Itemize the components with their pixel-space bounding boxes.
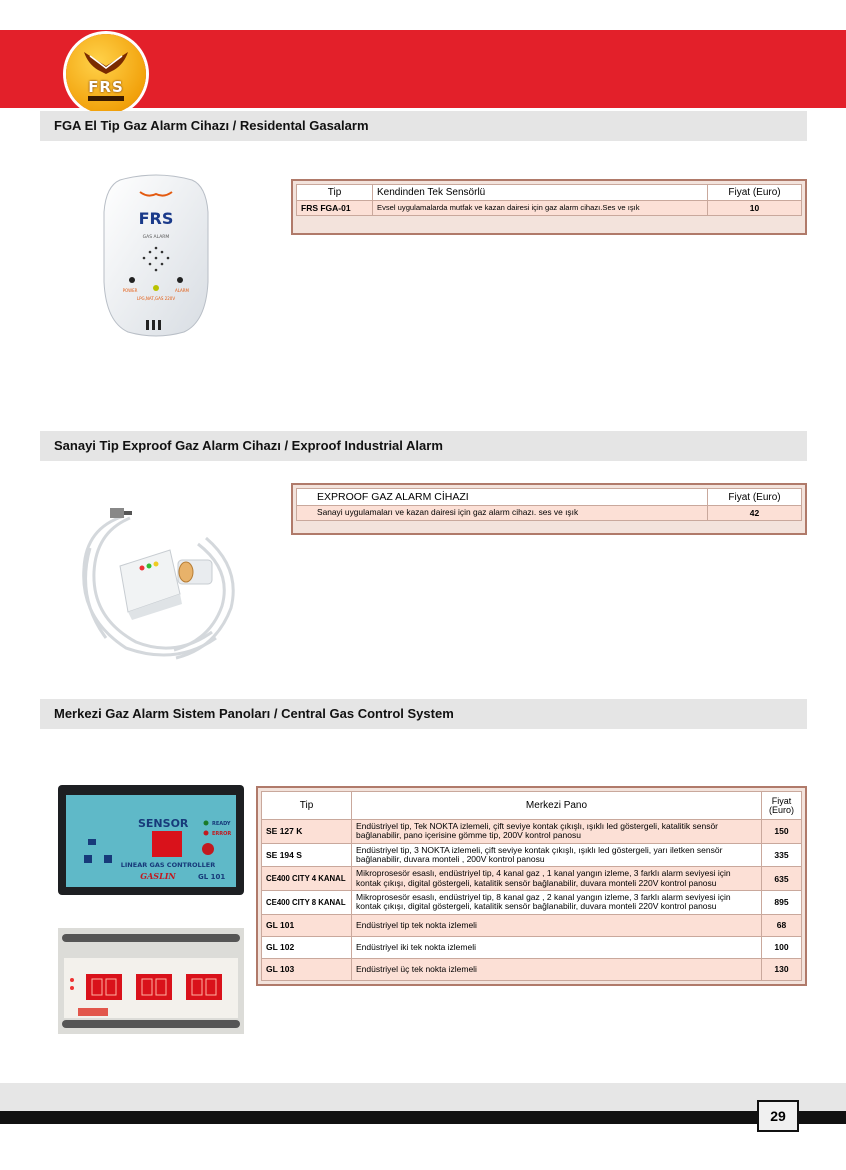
col-header-tip: Tip bbox=[297, 185, 373, 201]
central-price-table bbox=[256, 786, 807, 986]
svg-text:ERROR: ERROR bbox=[212, 831, 232, 837]
col-header-price: Fiyat (Euro) bbox=[708, 185, 802, 201]
col-header-desc: Merkezi Pano bbox=[352, 792, 762, 820]
svg-text:SENSOR: SENSOR bbox=[138, 817, 189, 830]
svg-text:LINEAR GAS CONTROLLER: LINEAR GAS CONTROLLER bbox=[120, 861, 216, 869]
section-title: Merkezi Gaz Alarm Sistem Panoları / Central Gas Control System bbox=[54, 706, 454, 721]
exproof-alarm-image bbox=[66, 508, 246, 666]
svg-text:READY: READY bbox=[212, 821, 231, 827]
cell-price: 42 bbox=[708, 506, 802, 521]
table-row: GL 102 Endüstriyel iki tek nokta izlemeli 100 bbox=[262, 936, 802, 958]
footer-rule bbox=[0, 1111, 846, 1124]
gl101-panel-image bbox=[58, 785, 244, 895]
cell-desc: Evsel uygulamalarda mutfak ve kazan dairesi için gaz alarm cihazı.Ses ve ışık bbox=[373, 201, 708, 216]
footer-band bbox=[0, 1083, 846, 1113]
col-header-price: Fiyat (Euro) bbox=[708, 489, 802, 506]
cell-tip: FRS FGA-01 bbox=[297, 201, 373, 216]
phoenix-icon bbox=[66, 34, 146, 114]
table-row: GL 101 Endüstriyel tip tek nokta izlemeli 68 bbox=[262, 914, 802, 936]
svg-text:GL 101: GL 101 bbox=[198, 873, 226, 881]
table-row: SE 194 S Endüstriyel tip, 3 NOKTA izlemeli, çift seviye kontak çıkışlı, ışıklı led göstergeli, yarı iletken sensör bağlanabilir, duvara monteli , 200V kontrol panosu 335 bbox=[262, 843, 802, 867]
residential-price-table bbox=[291, 179, 807, 235]
svg-text:GAS ALARM: GAS ALARM bbox=[142, 235, 170, 240]
table-row: GL 103 Endüstriyel üç tek nokta izlemeli 130 bbox=[262, 958, 802, 980]
svg-text:LPG,NAT,GAS 220V: LPG,NAT,GAS 220V bbox=[136, 296, 176, 301]
svg-text:POWER: POWER bbox=[122, 288, 138, 293]
ce400-panel-image bbox=[58, 928, 244, 1034]
col-header-desc: EXPROOF GAZ ALARM CİHAZI bbox=[297, 489, 708, 506]
device-brand-text: FRS bbox=[138, 209, 174, 228]
exproof-price-table bbox=[291, 483, 807, 535]
section-bar-central bbox=[40, 699, 807, 729]
table-row: CE400 CITY 4 KANAL Mikroprosesör esaslı, endüstriyel tip, 4 kanal gaz , 1 kanal yangın izleme, 3 farklı alarm seviyesi için kontak çıkışı, digital göstergeli, katalitik sensör bağlanabilir, duvara monteli 220V kontrol panosu 635 bbox=[262, 867, 802, 891]
table-row bbox=[297, 201, 802, 216]
section-bar-residential bbox=[40, 111, 807, 141]
col-header-tip: Tip bbox=[262, 792, 352, 820]
cell-desc: Sanayi uygulamaları ve kazan dairesi için gaz alarm cihazı. ses ve ışık bbox=[297, 506, 708, 521]
svg-text:ALARM: ALARM bbox=[174, 288, 190, 293]
col-header-desc: Kendinden Tek Sensörlü bbox=[373, 185, 708, 201]
table-row: CE400 CITY 8 KANAL Mikroprosesör esaslı, endüstriyel tip, 8 kanal gaz , 2 kanal yangın izleme, 3 farklı alarm seviyesi için kontak çıkışı, digital göstergeli, katalitik sensör bağlanabilir, duvara monteli 220V kontrol panosu 895 bbox=[262, 891, 802, 915]
section-title: FGA El Tip Gaz Alarm Cihazı / Residental Gasalarm bbox=[54, 118, 369, 133]
section-title: Sanayi Tip Exproof Gaz Alarm Cihazı / Exproof Industrial Alarm bbox=[54, 438, 443, 453]
table-row bbox=[297, 506, 802, 521]
logo-text: FRS bbox=[88, 78, 124, 96]
table-row: SE 127 K Endüstriyel tip, Tek NOKTA izlemeli, çift seviye kontak çıkışlı, ışıklı led göstergeli, katalitik sensör bağlanabilir, pano içerisine gömme tip, 200V kontrol panosu 150 bbox=[262, 820, 802, 844]
residential-alarm-image bbox=[100, 172, 212, 340]
cell-price: 10 bbox=[708, 201, 802, 216]
page-number: 29 bbox=[757, 1100, 799, 1132]
col-header-price: Fiyat (Euro) bbox=[762, 792, 802, 820]
frs-logo bbox=[66, 34, 146, 114]
section-bar-exproof bbox=[40, 431, 807, 461]
svg-text:GASLIN: GASLIN bbox=[140, 871, 176, 881]
